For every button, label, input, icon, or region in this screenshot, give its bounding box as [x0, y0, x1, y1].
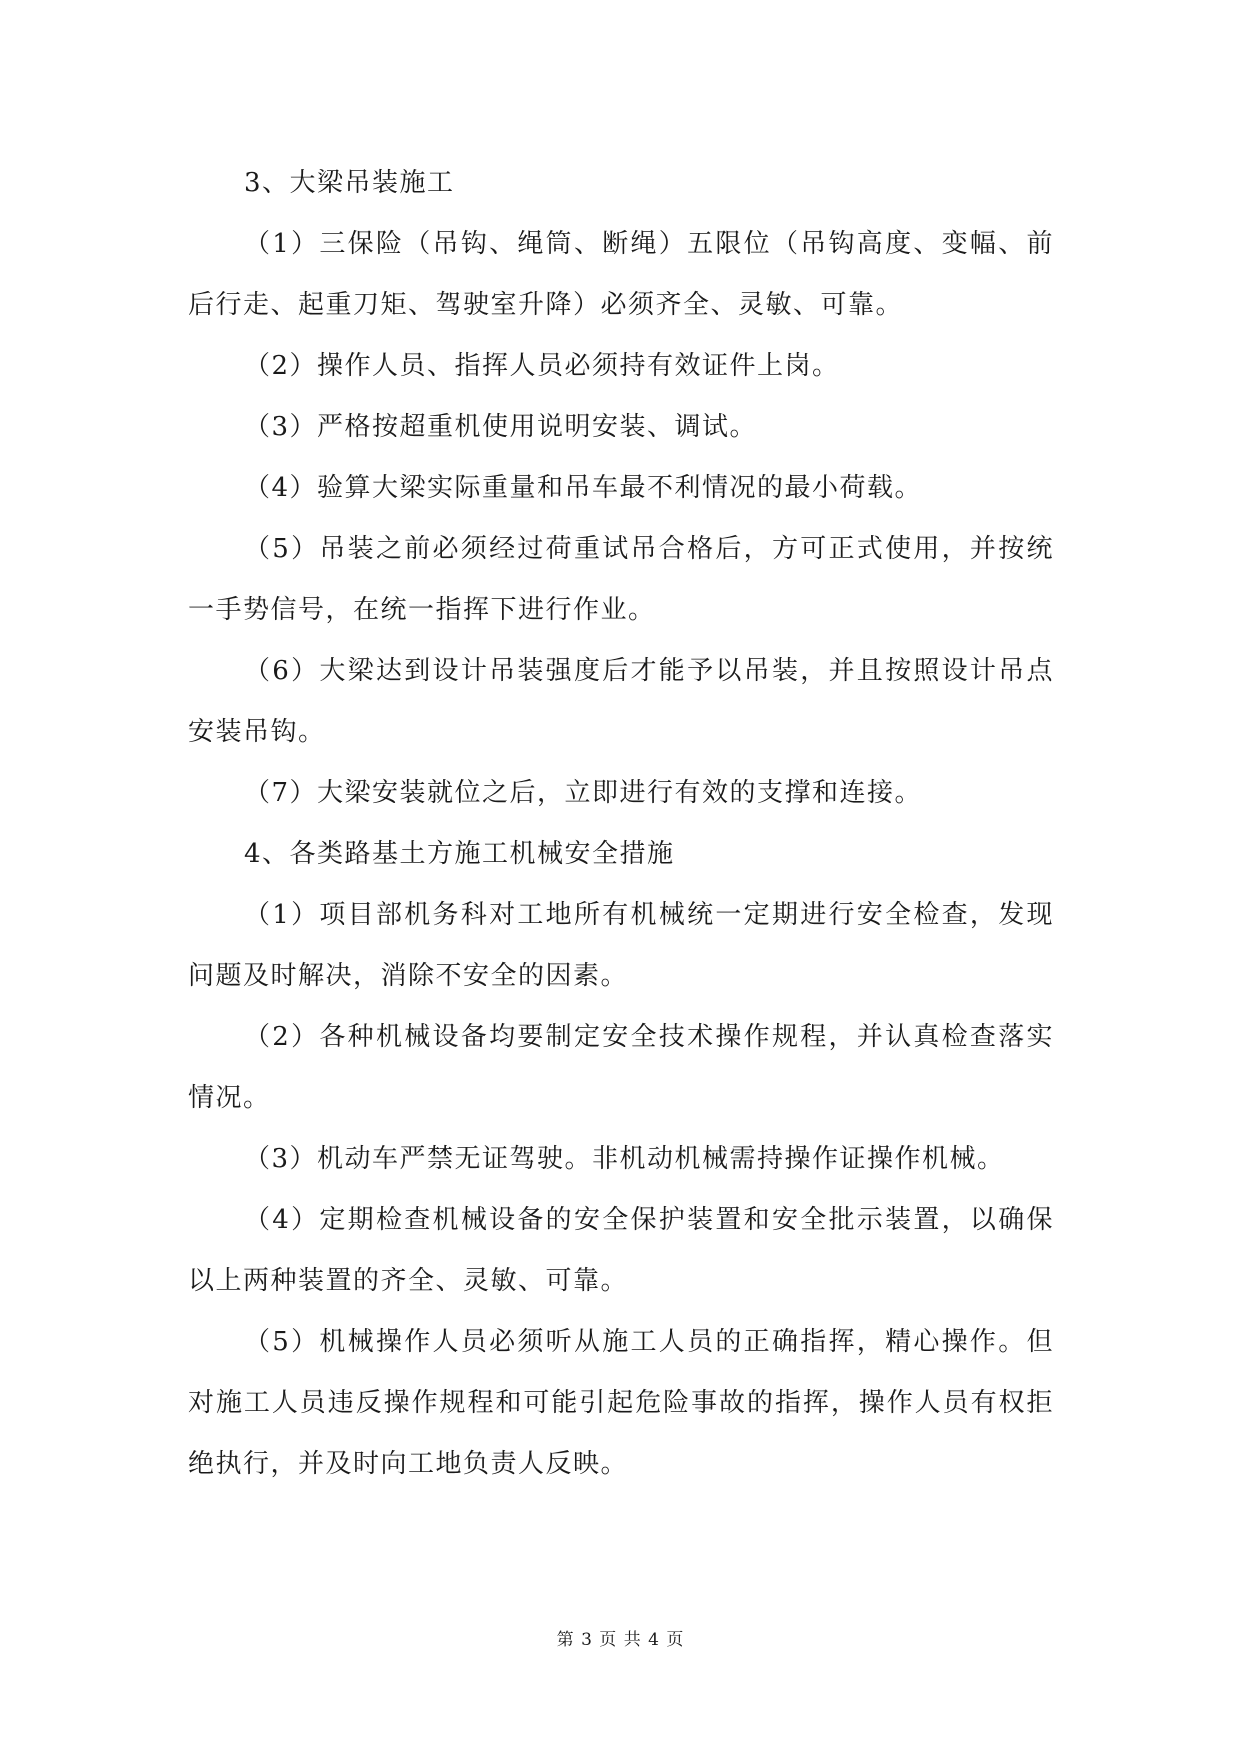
- paragraph-item: （2）各种机械设备均要制定安全技术操作规程，并认真检查落实情况。: [188, 1022, 1054, 1113]
- paragraph-item: （1）项目部机务科对工地所有机械统一定期进行安全检查，发现问题及时解决，消除不安全的因素。: [188, 900, 1054, 991]
- section-heading-4: 4、各类路基土方施工机械安全措施: [244, 839, 675, 869]
- paragraph-item: （7）大梁安装就位之后，立即进行有效的支撑和连接。: [244, 778, 923, 808]
- document-body: [188, 153, 1054, 1495]
- paragraph-item: （5）吊装之前必须经过荷重试吊合格后，方可正式使用，并按统一手势信号，在统一指挥下进行作业。: [188, 534, 1054, 625]
- paragraph-item: （3）严格按超重机使用说明安装、调试。: [244, 412, 758, 442]
- paragraph-item: （3）机动车严禁无证驾驶。非机动机械需持操作证操作机械。: [244, 1144, 1005, 1174]
- paragraph-item: （2）操作人员、指挥人员必须持有效证件上岗。: [244, 351, 840, 381]
- paragraph-item: （6）大梁达到设计吊装强度后才能予以吊装，并且按照设计吊点安装吊钩。: [188, 656, 1054, 747]
- page-footer: 第 3 页 共 4 页: [556, 1630, 685, 1650]
- paragraph-item: （4）验算大梁实际重量和吊车最不利情况的最小荷载。: [244, 473, 923, 503]
- paragraph-item: （5）机械操作人员必须听从施工人员的正确指挥，精心操作。但对施工人员违反操作规程和可能引起危险事故的指挥，操作人员有权拒绝执行，并及时向工地负责人反映。: [188, 1327, 1054, 1479]
- paragraph-item: （1）三保险（吊钩、绳筒、断绳）五限位（吊钩高度、变幅、前后行走、起重刀矩、驾驶室升降）必须齐全、灵敏、可靠。: [188, 229, 1054, 320]
- section-heading-3: 3、大梁吊装施工: [244, 168, 455, 198]
- paragraph-item: （4）定期检查机械设备的安全保护装置和安全批示装置，以确保以上两种装置的齐全、灵敏、可靠。: [188, 1205, 1054, 1296]
